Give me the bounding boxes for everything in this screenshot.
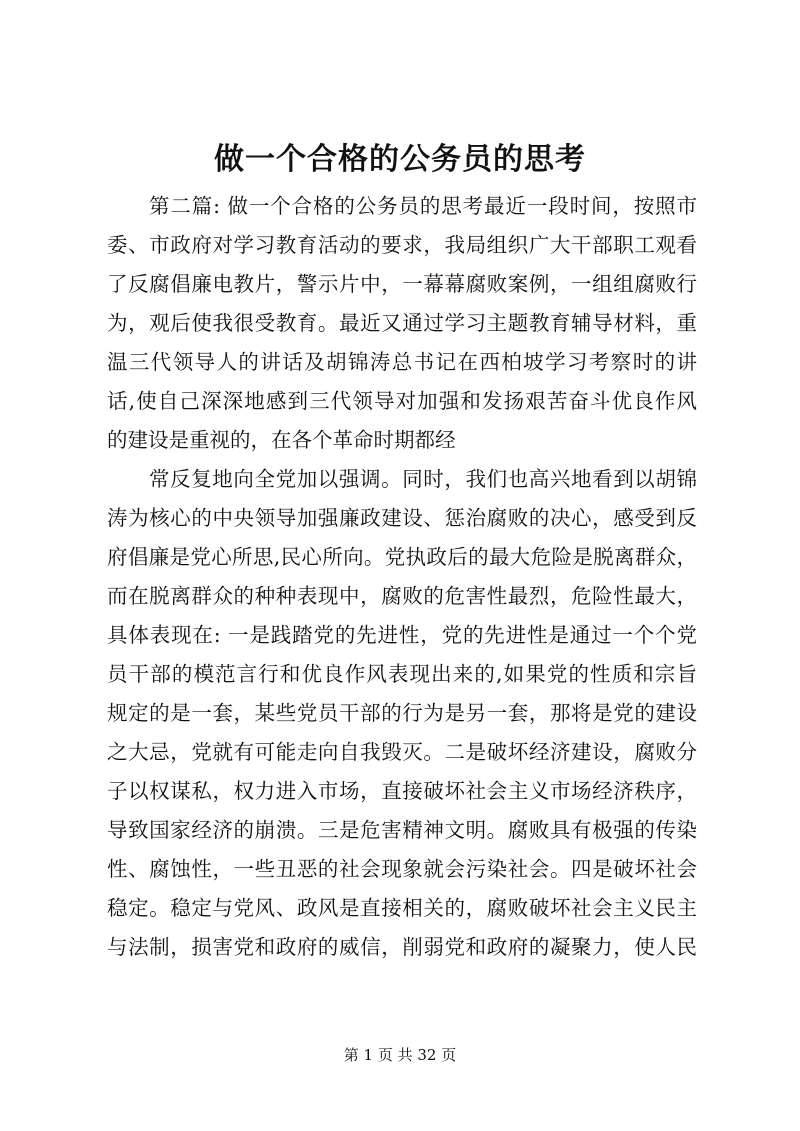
- paragraph-2-line-8: 之大忌，党就有可能走向自我毁灭。二是破坏经济建设，腐败分: [107, 740, 697, 764]
- paragraph-2-line-13: 与法制，损害党和政府的威信，削弱党和政府的凝聚力，使人民: [107, 935, 697, 959]
- paragraph-1-line-3: 了反腐倡廉电教片，警示片中，一幕幕腐败案例，一组组腐败行: [107, 272, 697, 296]
- paragraph-2-line-6: 员干部的模范言行和优良作风表现出来的,如果党的性质和宗旨: [107, 662, 697, 686]
- document-body: [107, 187, 697, 967]
- paragraph-1-line-6: 话,使自己深深地感到三代领导对加强和发扬艰苦奋斗优良作风: [107, 389, 697, 413]
- document-title: 做一个合格的公务员的思考: [214, 142, 586, 177]
- paragraph-1-line-2: 委、市政府对学习教育活动的要求，我局组织广大干部职工观看: [107, 233, 697, 257]
- paragraph-1-line-4: 为，观后使我很受教育。最近又通过学习主题教育辅导材料，重: [107, 311, 697, 335]
- paragraph-2-line-4: 而在脱离群众的种种表现中，腐败的危害性最烈，危险性最大，: [107, 584, 697, 608]
- paragraph-2-line-10: 导致国家经济的崩溃。三是危害精神文明。腐败具有极强的传染: [107, 818, 697, 842]
- paragraph-2-line-12: 稳定。稳定与党风、政风是直接相关的，腐败破坏社会主义民主: [107, 896, 697, 920]
- paragraph-2-line-7: 规定的是一套，某些党员干部的行为是另一套，那将是党的建设: [107, 701, 697, 725]
- paragraph-2-line-1: 常反复地向全党加以强调。同时，我们也高兴地看到以胡锦: [149, 467, 697, 491]
- page-footer: 第 1 页 共 32 页: [343, 1046, 457, 1064]
- paragraph-2-line-3: 府倡廉是党心所思,民心所向。党执政后的最大危险是脱离群众，: [107, 545, 697, 569]
- paragraph-1-line-5: 温三代领导人的讲话及胡锦涛总书记在西柏坡学习考察时的讲: [107, 350, 697, 374]
- paragraph-2-line-11: 性、腐蚀性，一些丑恶的社会现象就会污染社会。四是破坏社会: [107, 857, 697, 881]
- paragraph-1-line-7: 的建设是重视的，在各个革命时期都经: [107, 428, 456, 452]
- paragraph-2-line-5: 具体表现在: 一是践踏党的先进性，党的先进性是通过一个个党: [107, 623, 697, 647]
- paragraph-1-line-1: 第二篇: 做一个合格的公务员的思考最近一段时间，按照市: [149, 194, 697, 218]
- paragraph-2-line-2: 涛为核心的中央领导加强廉政建设、惩治腐败的决心，感受到反: [107, 506, 697, 530]
- paragraph-2-line-9: 子以权谋私，权力进入市场，直接破坏社会主义市场经济秩序，: [107, 779, 697, 803]
